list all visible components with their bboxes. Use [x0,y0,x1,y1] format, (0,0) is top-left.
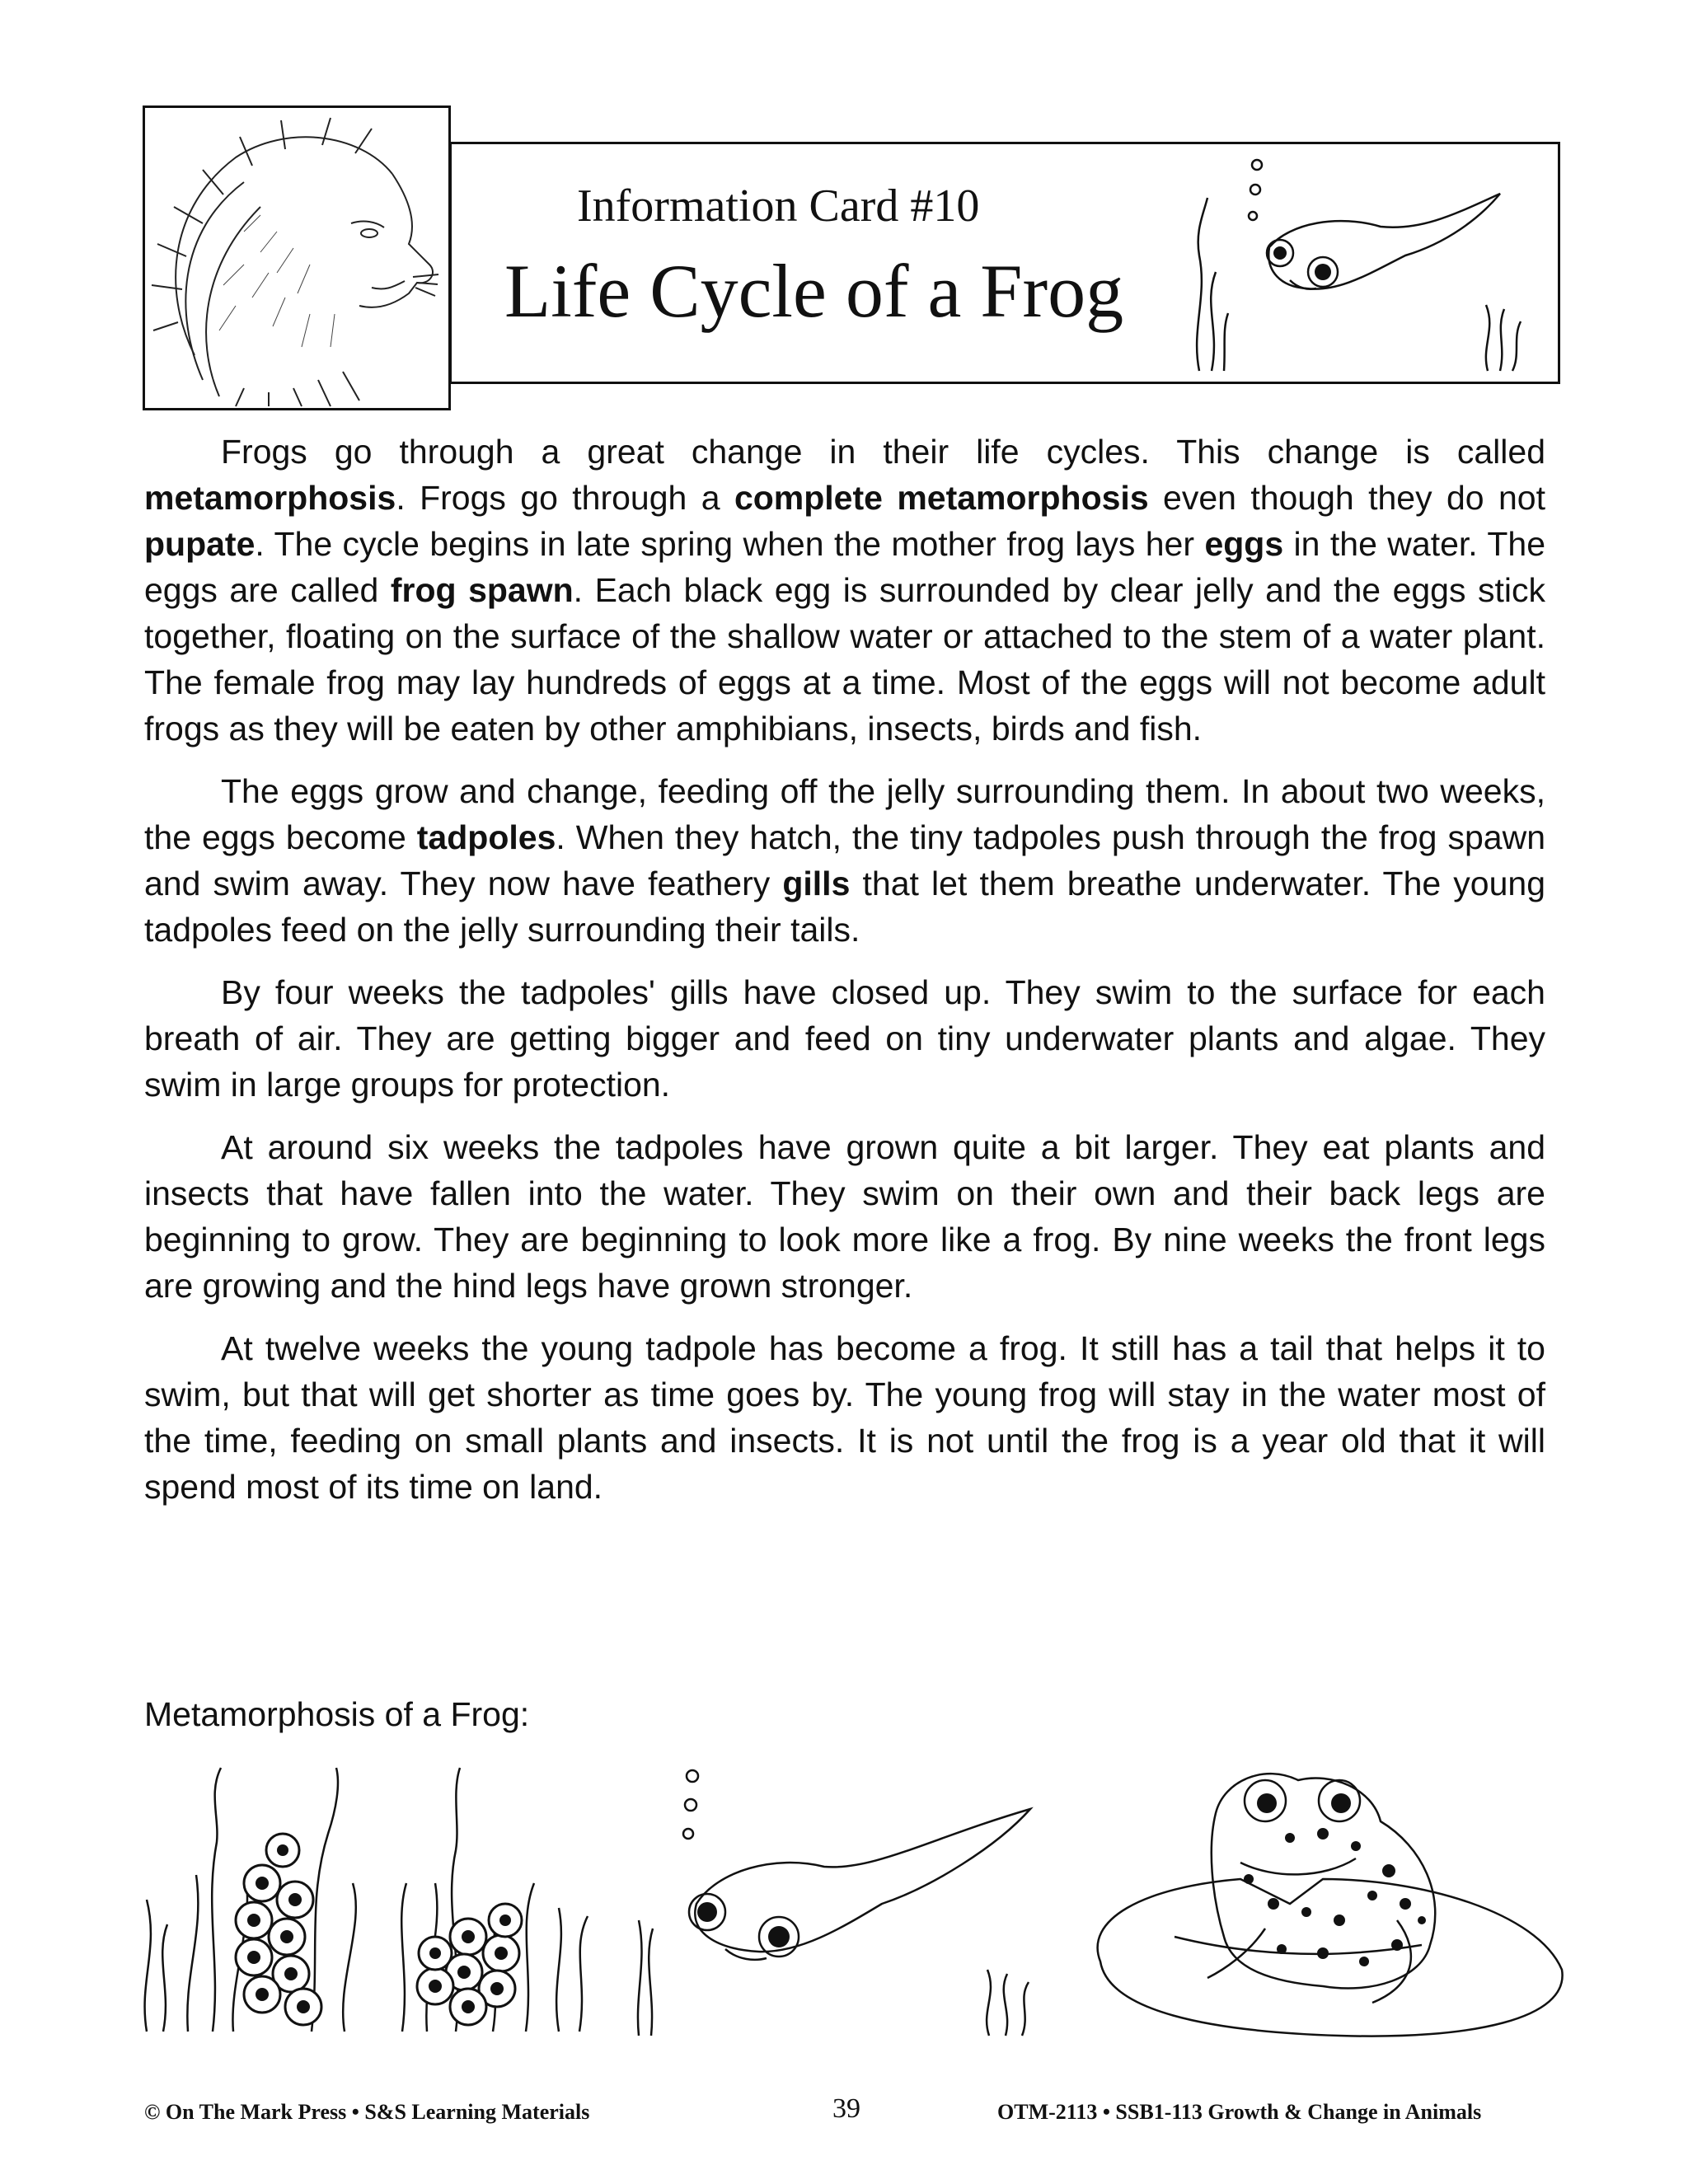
page-title: Life Cycle of a Frog [504,249,1124,333]
text-run: By four weeks the tadpoles' gills have closed up. They swim to the surface for each breath of air. They are getting bigger and feed on tiny underwater plants and algae. They swim in large groups for protection. [144,973,1545,1104]
text-run: . Frogs go through a [396,479,734,517]
metamorphosis-heading: Metamorphosis of a Frog: [144,1695,530,1733]
text-run: The eggs grow and change, feeding off the jelly surrounding them. In about two weeks, the eggs become [144,772,1545,856]
paragraph [144,429,1545,752]
frog-spawn-icon [138,1760,600,2040]
text-run: . The cycle begins in late spring when the mother frog lays her [255,525,1205,563]
tadpole-icon [635,1764,1047,2040]
key-term: gills [782,865,851,902]
key-term: complete metamorphosis [734,479,1149,517]
text-run: even though they do not [1148,479,1545,517]
tadpole-icon [1175,148,1554,379]
text-run: . When they hatch, the tiny tadpoles push through the frog spawn and swim away. They now have feathery [144,818,1545,902]
paragraph [144,969,1545,1108]
text-run: At around six weeks the tadpoles have grown quite a bit larger. They eat plants and insects that have fallen into the water. They swim on their own and their back legs are beginning to grow. They are beginning to look more like a frog. By nine weeks the front legs are growing and the hind legs have grown stronger. [144,1128,1545,1305]
key-term: eggs [1204,525,1284,563]
frog-on-lilypad-icon [1076,1755,1570,2044]
text-run: in the water. The eggs are called [144,525,1545,609]
key-term: pupate [144,525,256,563]
page-number: 39 [832,2093,860,2124]
paragraph [144,1124,1545,1309]
text-run: Frogs go through a great change in their life cycles. This change is called [221,433,1545,471]
text-run: At twelve weeks the young tadpole has become a frog. It still has a tail that helps it to swim, but that will get shorter as time goes by. The young frog will stay in the water most of the time, feeding on small plants and insects. It is not until the frog is a year old that it will spend most of its time on land. [144,1329,1545,1506]
key-term: tadpoles [416,818,556,856]
card-number: Information Card #10 [577,180,980,232]
footer-series: OTM-2113 • SSB1-113 Growth & Change in Animals [997,2100,1482,2124]
text-run: that let them breathe underwater. The young tadpoles feed on the jelly surrounding their tails. [144,865,1545,949]
lion-illustration-frame [143,105,451,410]
text-run: . Each black egg is surrounded by clear jelly and the eggs stick together, floating on the surface of the shallow water or attached to the stem of a water plant. The female frog may lay hundreds of eggs at a time. Most of the eggs will not become adult frogs as they will be eaten by other amphibians, insects, birds and fish. [144,571,1546,748]
lion-icon [145,108,448,408]
paragraph [144,768,1545,953]
key-term: frog spawn [390,571,574,609]
article-body [144,429,1545,1526]
key-term: metamorphosis [144,479,396,517]
paragraph [144,1325,1545,1510]
footer-copyright: © On The Mark Press • S&S Learning Materials [144,2100,590,2124]
